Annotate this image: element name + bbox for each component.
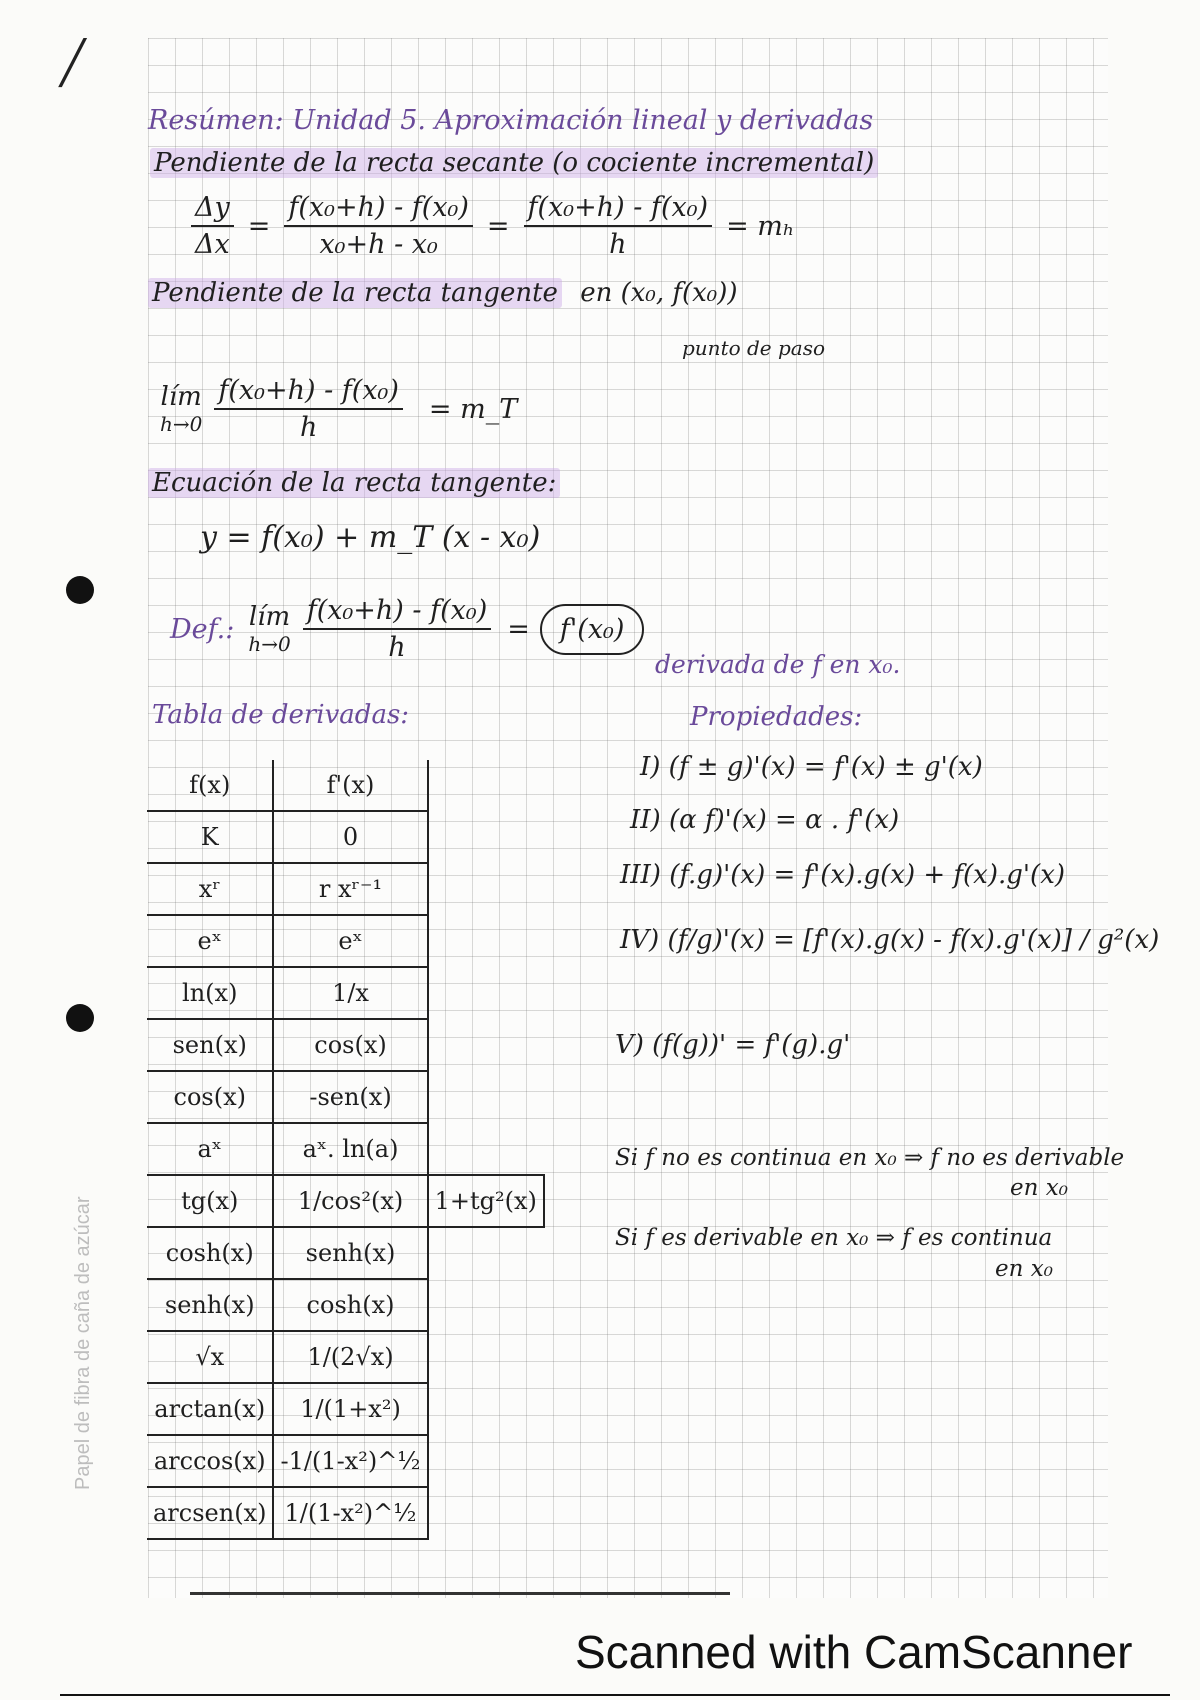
table-body xyxy=(147,811,544,1539)
property-1: I) (f ± g)'(x) = f'(x) ± g'(x) xyxy=(640,752,983,782)
function-cell: sen(x) xyxy=(147,1019,273,1071)
table-row xyxy=(147,1331,544,1383)
function-cell: senh(x) xyxy=(147,1279,273,1331)
derivative-cell: eˣ xyxy=(273,915,427,967)
function-cell: xʳ xyxy=(147,863,273,915)
bottom-stroke xyxy=(190,1592,730,1595)
derivative-cell: -sen(x) xyxy=(273,1071,427,1123)
derivative-cell: r xʳ⁻¹ xyxy=(273,863,427,915)
function-cell: aˣ xyxy=(147,1123,273,1175)
note-2-line-2: en x₀ xyxy=(995,1256,1053,1282)
table-row xyxy=(147,1019,544,1071)
def-den: h xyxy=(388,632,406,663)
property-3: III) (f.g)'(x) = f'(x).g(x) + f(x).g'(x) xyxy=(620,860,1065,890)
table-row xyxy=(147,863,544,915)
tangent-eq-heading-row xyxy=(148,468,560,498)
table-row xyxy=(147,967,544,1019)
tangent-result: = m_T xyxy=(428,393,518,425)
derivative-cell: 1/x xyxy=(273,967,427,1019)
property-2: II) (α f)'(x) = α . f'(x) xyxy=(630,805,900,835)
table-header-f: f(x) xyxy=(147,760,273,811)
checkmark-icon: ╱ xyxy=(60,38,86,87)
table-row xyxy=(147,1383,544,1435)
derivative-cell: cos(x) xyxy=(273,1019,427,1071)
secant-heading xyxy=(150,148,878,178)
tangent-slope-heading-row xyxy=(148,278,737,308)
function-cell: arctan(x) xyxy=(147,1383,273,1435)
table-row xyxy=(147,1279,544,1331)
table-header-df: f'(x) xyxy=(273,760,427,811)
punch-hole-top xyxy=(66,576,94,604)
page-title: Resúmen: Unidad 5. Aproximación lineal y derivadas xyxy=(148,105,874,136)
equals-sign: = xyxy=(486,210,510,242)
def-fraction xyxy=(303,595,492,663)
table-row xyxy=(147,1123,544,1175)
note-2-line-1: Si f es derivable en x₀ ⇒ f es continua xyxy=(615,1225,1053,1251)
delta-x: Δx xyxy=(195,229,230,260)
derivative-cell: cosh(x) xyxy=(273,1279,427,1331)
table-row xyxy=(147,1435,544,1487)
function-cell: √x xyxy=(147,1331,273,1383)
function-cell: arcsen(x) xyxy=(147,1487,273,1539)
equals-sign: = xyxy=(247,210,271,242)
def-lim-text: lím xyxy=(248,602,291,632)
derivative-cell: 1/cos²(x) xyxy=(273,1175,427,1227)
secant-heading-text: Pendiente de la recta secante (o cociente incremental) xyxy=(150,148,878,178)
tangent-slope-heading: Pendiente de la recta tangente xyxy=(148,278,562,308)
derivatives-table xyxy=(147,760,545,1540)
note-1-line-2: en x₀ xyxy=(1010,1175,1068,1201)
alternate-derivative-cell: 1+tg²(x) xyxy=(428,1175,544,1227)
table-row xyxy=(147,1175,544,1227)
secant-den-1: x₀+h - x₀ xyxy=(319,229,438,260)
table-heading: Tabla de derivadas: xyxy=(152,700,410,730)
tangent-eq-formula: y = f(x₀) + m_T (x - x₀) xyxy=(200,520,541,555)
property-4: IV) (f/g)'(x) = [f'(x).g(x) - f(x).g'(x)] / g²(x) xyxy=(620,925,1160,955)
def-result: f'(x₀) xyxy=(540,604,645,655)
tangent-eq-heading: Ecuación de la recta tangente: xyxy=(148,468,560,498)
camscanner-watermark: Scanned with CamScanner xyxy=(575,1626,1133,1678)
function-cell: K xyxy=(147,811,273,863)
table-row xyxy=(147,1227,544,1279)
equals-sign: = xyxy=(507,613,530,645)
function-cell: arccos(x) xyxy=(147,1435,273,1487)
derivative-cell: 1/(1+x²) xyxy=(273,1383,427,1435)
tangent-point: en (x₀, f(x₀)) xyxy=(580,278,738,308)
def-num: f(x₀+h) - f(x₀) xyxy=(303,595,492,630)
derivative-cell: senh(x) xyxy=(273,1227,427,1279)
table-row xyxy=(147,811,544,863)
limit-operator xyxy=(160,382,202,436)
delta-y: Δy xyxy=(191,192,234,227)
tangent-num: f(x₀+h) - f(x₀) xyxy=(214,375,403,410)
tangent-limit-formula xyxy=(160,375,517,443)
derivative-cell: -1/(1-x²)^½ xyxy=(273,1435,427,1487)
table-row xyxy=(147,1487,544,1539)
secant-fraction-1 xyxy=(284,192,473,260)
delta-fraction xyxy=(191,192,234,260)
paper-brand-text: Papel de fibra de caña de azúcar xyxy=(72,1196,94,1490)
lim-sub: h→0 xyxy=(160,412,203,436)
note-1-line-1: Si f no es continua en x₀ ⇒ f no es derivable xyxy=(615,1145,1125,1171)
lim-text: lím xyxy=(160,382,202,412)
tangent-den: h xyxy=(299,412,318,443)
def-limit-operator xyxy=(248,602,290,656)
derivative-cell: 0 xyxy=(273,811,427,863)
table-row xyxy=(147,915,544,967)
def-label: Def.: xyxy=(170,613,235,645)
function-cell: ln(x) xyxy=(147,967,273,1019)
secant-num-1: f(x₀+h) - f(x₀) xyxy=(284,192,473,227)
point-note: punto de paso xyxy=(682,336,826,360)
property-5: V) (f(g))' = f'(g).g' xyxy=(615,1030,851,1060)
function-cell: cosh(x) xyxy=(147,1227,273,1279)
def-note: derivada de f en x₀. xyxy=(655,650,901,679)
table-header-row xyxy=(147,760,544,811)
tangent-fraction xyxy=(214,375,403,443)
derivative-cell: aˣ. ln(a) xyxy=(273,1123,427,1175)
function-cell: tg(x) xyxy=(147,1175,273,1227)
function-cell: cos(x) xyxy=(147,1071,273,1123)
secant-num-2: f(x₀+h) - f(x₀) xyxy=(524,192,713,227)
secant-den-2: h xyxy=(609,229,627,260)
secant-fraction-2 xyxy=(524,192,713,260)
bottom-rule xyxy=(60,1694,1170,1696)
function-cell: eˣ xyxy=(147,915,273,967)
table-row xyxy=(147,1071,544,1123)
punch-hole-bottom xyxy=(66,1004,94,1032)
def-lim-sub: h→0 xyxy=(248,632,291,656)
derivative-definition xyxy=(170,595,644,663)
secant-formula xyxy=(185,192,795,260)
secant-result: = mₕ xyxy=(726,210,795,242)
properties-heading: Propiedades: xyxy=(690,702,863,732)
derivative-cell: 1/(1-x²)^½ xyxy=(273,1487,427,1539)
derivative-cell: 1/(2√x) xyxy=(273,1331,427,1383)
